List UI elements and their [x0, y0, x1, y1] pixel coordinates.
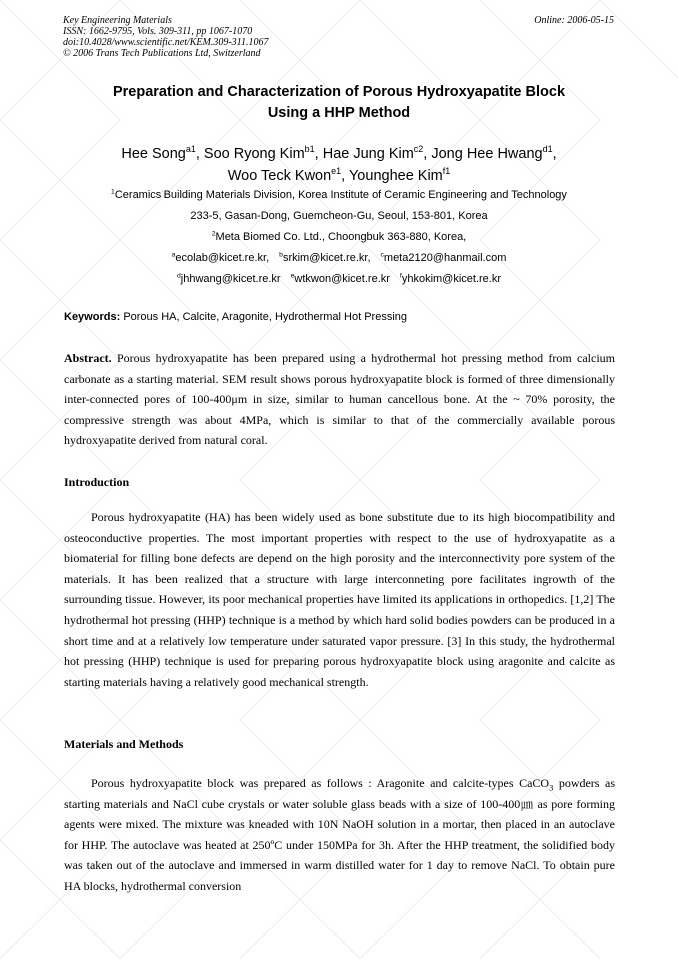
email-link[interactable]: meta2120@hanmail.com: [383, 252, 507, 264]
keywords-label: Keywords:: [64, 311, 121, 323]
email-link[interactable]: srkim@kicet.re.kr,: [282, 252, 371, 264]
email-sup: f: [399, 272, 402, 280]
title-line-1: Preparation and Characterization of Porous Hydroxyapatite Block: [112, 84, 566, 100]
email-link[interactable]: yhkokim@kicet.re.kr: [401, 273, 502, 285]
methods-subscript: 3: [549, 783, 554, 793]
journal-header: [63, 15, 268, 59]
email-line-1: [40, 248, 638, 269]
online-date: Online: 2006-05-15: [534, 15, 614, 26]
author-list: [40, 143, 638, 187]
author-sup: a1: [185, 144, 196, 155]
email-sup: a: [171, 251, 176, 259]
author-sep: ,: [341, 168, 349, 184]
author-sep: ,: [195, 146, 204, 162]
keywords-text: Porous HA, Calcite, Aragonite, Hydrothermal Hot Pressing: [123, 311, 407, 323]
aff-text: Meta Biomed Co. Ltd., Choongbuk 363-880, Korea,: [215, 231, 467, 243]
email-line-2: [40, 269, 638, 290]
author-name: Younghee Kim: [348, 168, 443, 184]
author-name: Woo Teck Kwon: [227, 168, 332, 184]
abstract-label: Abstract.: [64, 351, 112, 365]
issn-line: ISSN: 1662-9795, Vols. 309-311, pp 1067-1070: [63, 26, 253, 37]
affiliation-2: [40, 227, 638, 248]
author-sup: b1: [304, 144, 315, 155]
author-line-1: [40, 143, 638, 165]
author-sup: e1: [331, 166, 342, 177]
author-sep: ,: [314, 146, 323, 162]
author-sup: c2: [413, 144, 424, 155]
methods-text: [64, 773, 615, 897]
author-name: Hee Song: [121, 146, 186, 162]
email-link[interactable]: wtkwon@kicet.re.kr: [294, 273, 390, 285]
author-name: Hae Jung Kim: [322, 146, 414, 162]
abstract: [64, 348, 615, 451]
copyright-line: © 2006 Trans Tech Publications Ltd, Switzerland: [63, 48, 261, 59]
journal-name: Key Engineering Materials: [63, 15, 172, 26]
abstract-text: Porous hydroxyapatite has been prepared using a hydrothermal hot pressing method from calcium carbonate as a starting material. SEM result shows porous hydroxyapatite block is formed of three dimensionally inter-connected pores of 100-400μm in size, similar to human cancellous bone. At the ~ 70% porosity, the compressive strength was about 4MPa, which is similar to that of the commercially available porous hydroxyapatite derived from natural coral.: [64, 351, 616, 448]
author-line-2: [40, 165, 638, 187]
aff-sup: 1: [111, 188, 115, 196]
author-name: Jong Hee Hwang: [431, 146, 543, 162]
introduction-text: Porous hydroxyapatite (HA) has been widely used as bone substitute due to its high biocompatibility and osteoconductive properties. The most important properties with respect to the use of hydroxyapatite as a biomaterial for filling bone defects are depend on the high porosity and the interconnectivity pore system of the materials. It has been realized that a structure with large interconneting pore facilitates ingrowth of the surrounding tissue. However, its poor mechanical properties have limited its applications in orthopedics. [1,2] The hydrothermal hot pressing (HHP) technique is a method by which hard solid bodies powders can be produced in a short time and at a relatively low temperature under saturated vapor pressure. [3] In this study, the hydrothermal hot pressing (HHP) technique is used for preparing porous hydroxyapatite block using aragonite and calcite as starting materials having a relatively good mechanical strength.: [64, 510, 615, 689]
email-sup: b: [279, 251, 283, 259]
email-sup: e: [290, 272, 295, 280]
aff-sup: 2: [211, 230, 216, 238]
affiliation-1-address: 233-5, Gasan-Dong, Guemcheon-Gu, Seoul, 153-801, Korea: [190, 210, 488, 222]
paper-title: [60, 82, 618, 124]
author-name: Soo Ryong Kim: [203, 146, 305, 162]
keywords: [64, 309, 615, 325]
introduction-heading: Introduction: [64, 475, 130, 489]
email-sup: d: [176, 272, 181, 280]
author-sep: ,: [423, 146, 432, 162]
methods-heading: Materials and Methods: [64, 737, 184, 751]
affiliation-1: [40, 185, 638, 206]
email-link[interactable]: jhhwang@kicet.re.kr: [180, 273, 281, 285]
author-sep: ,: [552, 146, 557, 162]
email-sup: c: [380, 251, 384, 259]
title-line-2: Using a HHP Method: [267, 105, 411, 121]
aff-text: Ceramics: [114, 189, 162, 201]
methods-text-b: powders as starting materials and NaCl cube crystals or water soluble glass beads with a size of 100-400㎛ as pore forming agents were mixed. The mixture was kneaded with 10N NaOH solution in a mortar, then placed in an autoclave for HHP. The autoclave was heated at 250ºC under 150MPa for 3h. After the HHP treatment, the solidified body was taken out of the autoclave and immersed in warm distilled water for 1 day to remove NaCl. To obtain pure HA blocks, hydrothermal conversion: [64, 776, 616, 893]
aff-dot: ·: [161, 188, 164, 196]
author-sup: d1: [542, 144, 553, 155]
author-sup: f1: [442, 166, 451, 177]
methods-text-a: Porous hydroxyapatite block was prepared as follows : Aragonite and calcite-types CaCO: [91, 776, 550, 790]
affiliations: [40, 185, 638, 290]
aff-text: Building Materials Division, Korea Institute of Ceramic Engineering and Technology: [163, 189, 567, 201]
email-link[interactable]: ecolab@kicet.re.kr,: [175, 252, 270, 264]
doi-line: doi:10.4028/www.scientific.net/KEM.309-311.1067: [63, 37, 269, 48]
